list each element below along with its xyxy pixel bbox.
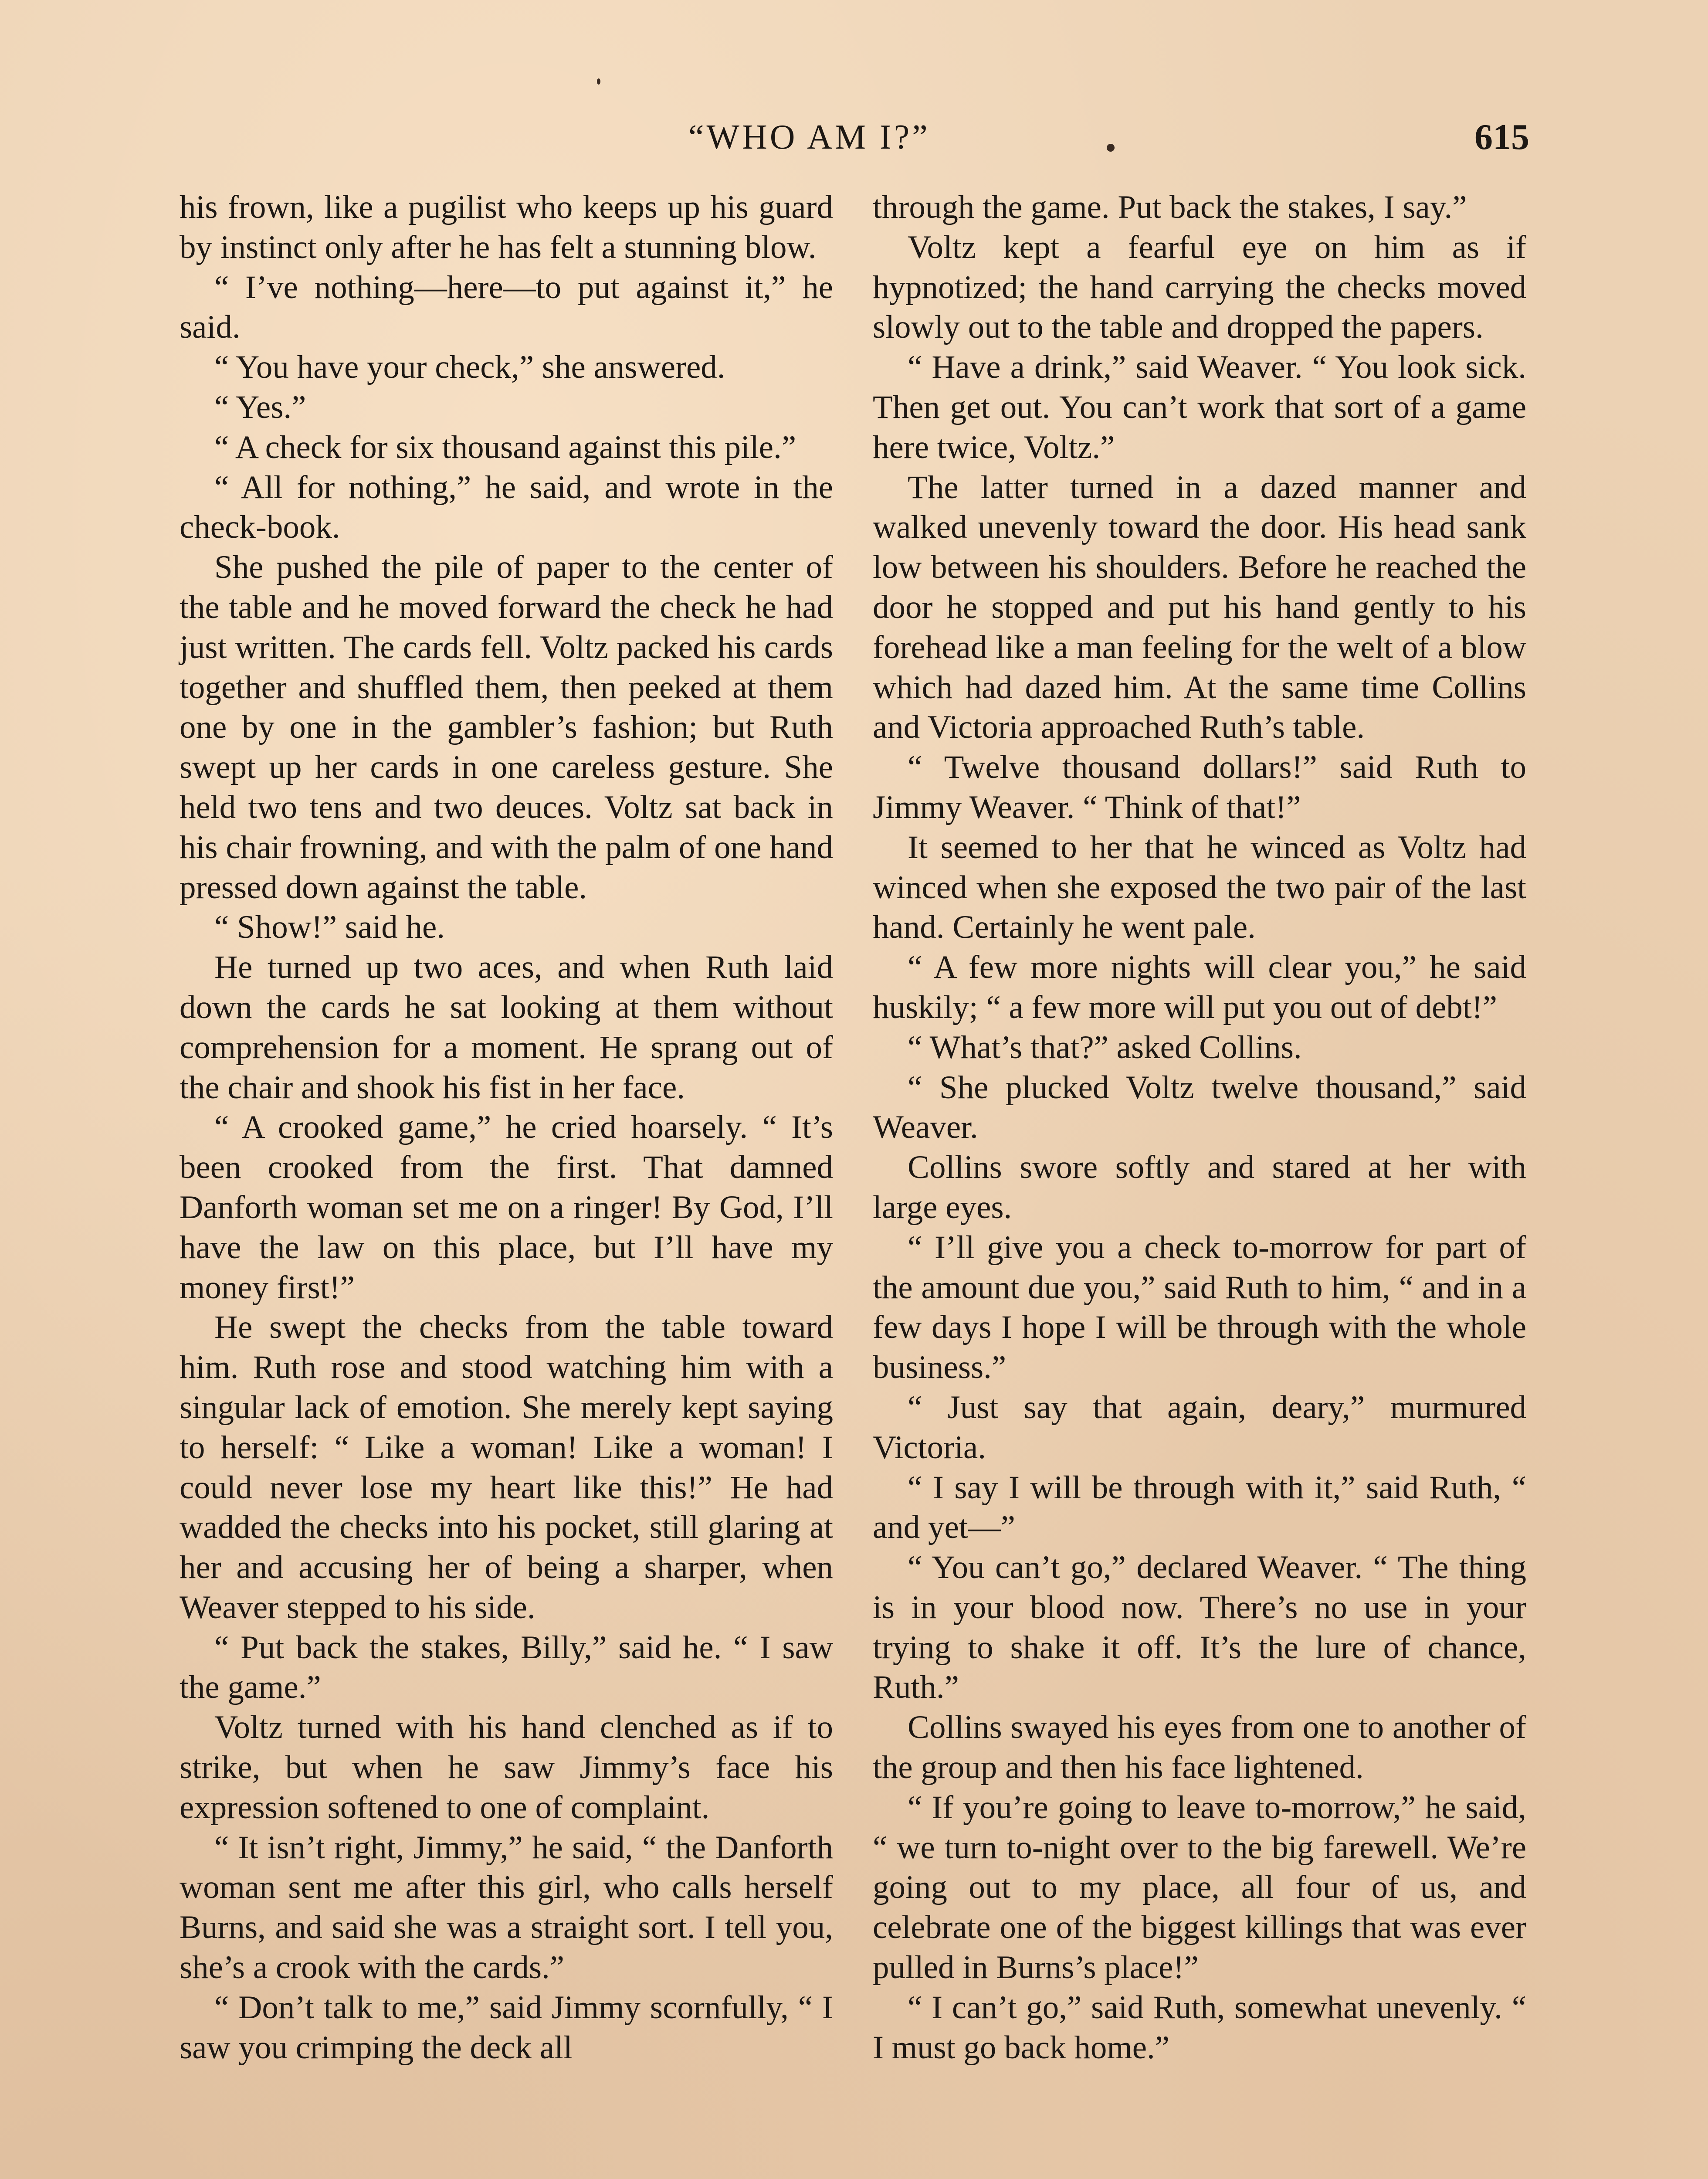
page-number: 615 <box>1474 117 1529 157</box>
paragraph: “ A few more nights will clear you,” he said huskily; “ a few more will put you out of debt!” <box>873 949 1526 1025</box>
paragraph: “ A check for six thousand against this pile.” <box>214 429 796 465</box>
right-column <box>873 187 1526 2067</box>
paragraph: “ She plucked Voltz twelve thousand,” said Weaver. <box>873 1069 1526 1146</box>
paragraph: “ Yes.” <box>214 389 306 425</box>
paragraph: “ If you’re going to leave to-morrow,” he said, “ we turn to-night over to the big farewell. We’re going out to my place, all four of us, and celebrate one of the biggest killings that was ever pulled in Burns’s place!” <box>873 1789 1526 1986</box>
paragraph: his frown, like a pugilist who keeps up his guard by instinct only after he has felt a stunning blow. <box>180 189 833 265</box>
paragraph: “ Don’t talk to me,” said Jimmy scornfully, “ I saw you crimping the deck all <box>180 1989 833 2066</box>
paragraph: “ Just say that again, deary,” murmured Victoria. <box>873 1389 1526 1466</box>
paragraph: “ Show!” said he. <box>214 909 445 946</box>
paragraph: He swept the checks from the table toward him. Ruth rose and stood watching him with a singular lack of emotion. She merely kept saying to herself: “ Like a woman! Like a woman! I could never lose my heart like this!” He had wadded the checks into his pocket, still glaring at her and accusing her of being a sharper, when Weaver stepped to his side. <box>180 1309 833 1626</box>
paragraph: “ I say I will be through with it,” said Ruth, “ and yet—” <box>873 1469 1526 1546</box>
paragraph: It seemed to her that he winced as Voltz had winced when she exposed the two pair of the last hand. Certainly he went pale. <box>873 829 1526 946</box>
paragraph: “ Twelve thousand dollars!” said Ruth to Jimmy Weaver. “ Think of that!” <box>873 749 1526 825</box>
paragraph: “ I can’t go,” said Ruth, somewhat unevenly. “ I must go back home.” <box>873 1989 1526 2066</box>
running-title: “WHO AM I?” <box>688 118 930 156</box>
paragraph: She pushed the pile of paper to the center of the table and he moved forward the check he had just written. The cards fell. Voltz packed his cards together and shuffled them, then peeked at them one by one in the gambler’s fashion; but Ruth swept up her cards in one careless gesture. She held two tens and two deuces. Voltz sat back in his chair frowning, and with the palm of one hand pressed down against the table. <box>180 549 833 906</box>
paragraph: “ What’s that?” asked Collins. <box>908 1029 1302 1066</box>
paragraph: “ I’ll give you a check to-morrow for part of the amount due you,” said Ruth to him, “ and in a few days I hope I will be through with the whole business.” <box>873 1229 1526 1386</box>
left-column <box>180 187 833 2067</box>
paragraph: “ It isn’t right, Jimmy,” he said, “ the Danforth woman sent me after this girl, who calls herself Burns, and said she was a straight sort. I tell you, she’s a crook with the cards.” <box>180 1829 833 1986</box>
paragraph: “ You can’t go,” declared Weaver. “ The thing is in your blood now. There’s no use in your trying to shake it off. It’s the lure of chance, Ruth.” <box>873 1549 1526 1706</box>
paper-speck <box>1107 144 1115 152</box>
paragraph: Voltz turned with his hand clenched as if to strike, but when he saw Jimmy’s face his expression softened to one of complaint. <box>180 1709 833 1826</box>
paragraph: “ Have a drink,” said Weaver. “ You look sick. Then get out. You can’t work that sort of a game here twice, Voltz.” <box>873 349 1526 465</box>
paragraph: “ You have your check,” she answered. <box>214 349 725 386</box>
paragraph: through the game. Put back the stakes, I say.” <box>873 189 1467 225</box>
paragraph: “ I’ve nothing—here—to put against it,” he said. <box>180 269 833 346</box>
paper-speck <box>597 78 600 85</box>
paragraph: Collins swore softly and stared at her with large eyes. <box>873 1149 1526 1225</box>
page-header <box>179 111 1529 163</box>
paragraph: He turned up two aces, and when Ruth laid down the cards he sat looking at them without comprehension for a moment. He sprang out of the chair and shook his fist in her face. <box>180 949 833 1106</box>
paragraph: Voltz kept a fearful eye on him as if hypnotized; the hand carrying the checks moved slowly out to the table and dropped the papers. <box>873 229 1526 346</box>
paragraph: “ Put back the stakes, Billy,” said he. “ I saw the game.” <box>180 1629 833 1706</box>
paragraph: “ All for nothing,” he said, and wrote in the check-book. <box>180 469 833 546</box>
paragraph: The latter turned in a dazed manner and walked unevenly toward the door. His head sank low between his shoulders. Before he reached the door he stopped and put his hand gently to his forehead like a man feeling for the welt of a blow which had dazed him. At the same time Collins and Victoria approached Ruth’s table. <box>873 469 1526 746</box>
paragraph: “ A crooked game,” he cried hoarsely. “ It’s been crooked from the first. That damned Danforth woman set me on a ringer! By God, I’ll have the law on this place, but I’ll have my money first!” <box>180 1109 833 1306</box>
paragraph: Collins swayed his eyes from one to another of the group and then his face lightened. <box>873 1709 1526 1786</box>
